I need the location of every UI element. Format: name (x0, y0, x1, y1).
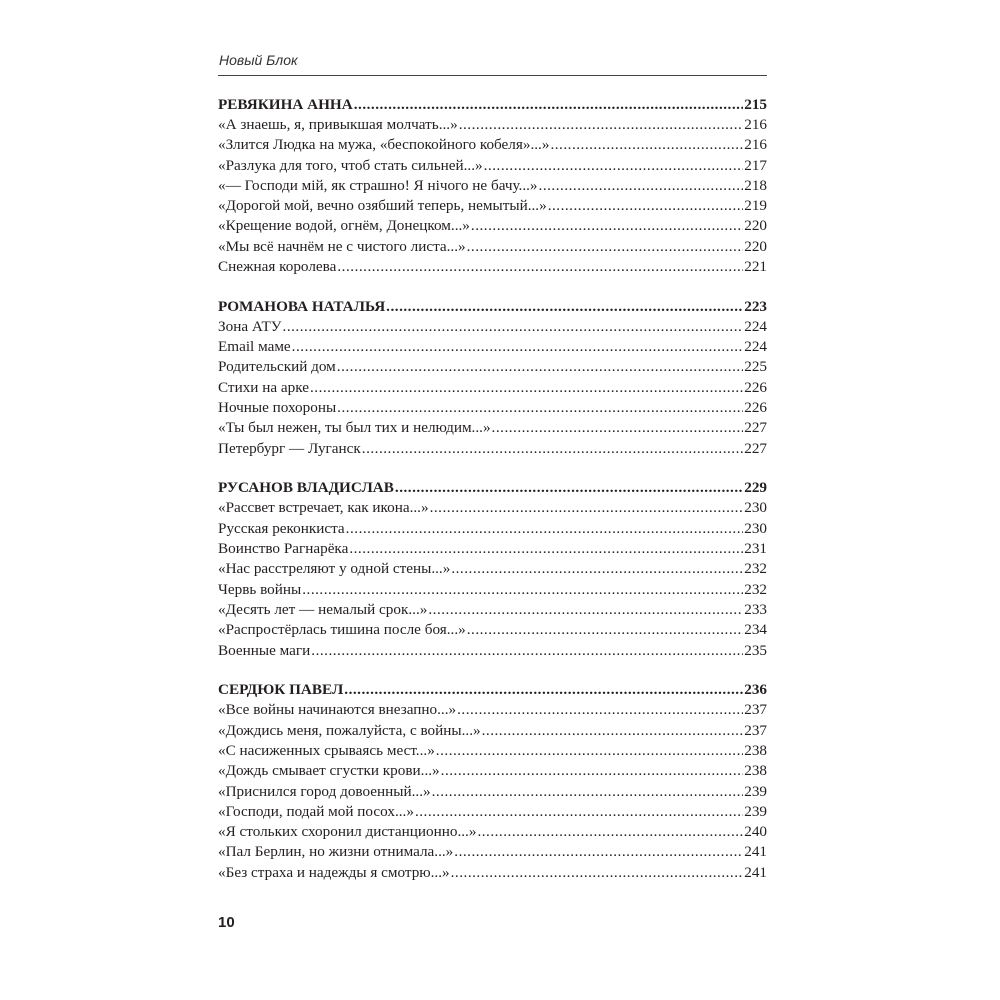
dot-leader (311, 641, 743, 661)
dot-leader (539, 176, 744, 196)
entry-page: 237 (744, 701, 767, 719)
entry-page: 236 (744, 681, 767, 699)
dot-leader (457, 700, 743, 720)
entry-title: «Распростёрлась тишина после боя...» (218, 621, 466, 639)
toc-entry[interactable] (218, 357, 767, 377)
toc-entry[interactable] (218, 115, 767, 135)
toc-entry[interactable] (218, 782, 767, 802)
dot-leader (428, 600, 743, 620)
entry-title: РУСАНОВ ВЛАДИСЛАВ (218, 479, 394, 497)
toc-entry[interactable] (218, 620, 767, 640)
dot-leader (467, 237, 744, 257)
toc-entry[interactable] (218, 257, 767, 277)
entry-title: «Разлука для того, чтоб стать сильней...» (218, 156, 483, 174)
toc-entry[interactable] (218, 559, 767, 579)
entry-page: 223 (744, 297, 767, 315)
entry-page: 225 (744, 358, 767, 376)
toc-entry[interactable] (218, 600, 767, 620)
dot-leader (436, 741, 743, 761)
dot-leader (430, 498, 744, 518)
toc-section (218, 296, 767, 459)
toc-entry[interactable] (218, 802, 767, 822)
entry-title: РОМАНОВА НАТАЛЬЯ (218, 297, 386, 315)
entry-page: 240 (744, 823, 767, 841)
dot-leader (467, 620, 743, 640)
toc-entry[interactable] (218, 822, 767, 842)
entry-page: 232 (744, 560, 767, 578)
entry-title: «Рассвет встречает, как икона...» (218, 499, 429, 517)
toc-entry[interactable] (218, 216, 767, 236)
author-heading[interactable] (218, 477, 767, 498)
toc-entry[interactable] (218, 156, 767, 176)
toc-entry[interactable] (218, 580, 767, 600)
entry-title: «Нас расстреляют у одной стены...» (218, 560, 451, 578)
entry-title: Стихи на арке (218, 378, 309, 396)
toc-entry[interactable] (218, 317, 767, 337)
entry-title: «Без страха и надежды я смотрю...» (218, 863, 450, 881)
entry-title: «А знаешь, я, привыкшая молчать...» (218, 116, 458, 133)
toc-entry[interactable] (218, 842, 767, 862)
entry-title: «— Господи мій, як страшно! Я нічого не бачу...» (218, 176, 538, 194)
dot-leader (354, 94, 744, 115)
page-number: 10 (218, 914, 235, 931)
entry-page: 220 (744, 237, 767, 255)
dot-leader (548, 196, 744, 216)
toc-entry[interactable] (218, 237, 767, 257)
toc-entry[interactable] (218, 378, 767, 398)
entry-page: 221 (744, 258, 767, 276)
dot-leader (292, 337, 744, 357)
entry-page: 215 (744, 96, 767, 113)
toc-entry[interactable] (218, 398, 767, 418)
dot-leader (337, 357, 743, 377)
entry-page: 220 (744, 217, 767, 235)
entry-title: «Дождь смывает сгустки крови...» (218, 762, 440, 780)
entry-page: 239 (744, 802, 767, 820)
entry-title: «Крещение водой, огнём, Донецком...» (218, 217, 470, 235)
entry-page: 219 (744, 197, 767, 215)
toc-section (218, 679, 767, 883)
toc-section (218, 94, 767, 277)
entry-title: «С насиженных срываясь мест...» (218, 741, 435, 759)
toc-entry[interactable] (218, 539, 767, 559)
entry-page: 218 (744, 176, 767, 194)
dot-leader (346, 519, 744, 539)
toc-entry[interactable] (218, 176, 767, 196)
entry-title: Снежная королева (218, 258, 337, 276)
dot-leader (337, 398, 743, 418)
running-head: Новый Блок (219, 52, 298, 68)
entry-page: 229 (744, 479, 767, 497)
author-heading[interactable] (218, 94, 767, 115)
entry-page: 238 (744, 741, 767, 759)
entry-page: 232 (744, 580, 767, 598)
dot-leader (484, 156, 744, 176)
entry-page: 226 (744, 399, 767, 417)
entry-title: Петербург — Луганск (218, 439, 361, 457)
entry-page: 230 (744, 519, 767, 537)
entry-title: «Дорогой мой, вечно озябший теперь, немытый...» (218, 197, 547, 215)
entry-title: Родительский дом (218, 358, 336, 376)
dot-leader (451, 559, 743, 579)
entry-title: РЕВЯКИНА АННА (218, 96, 353, 113)
entry-title: «Я стольких схоронил дистанционно...» (218, 823, 477, 841)
entry-title: «Приснился город довоенный...» (218, 782, 431, 800)
dot-leader (441, 761, 744, 781)
author-heading[interactable] (218, 679, 767, 700)
entry-title: Воинство Рагнарёка (218, 540, 349, 558)
entry-page: 231 (744, 540, 767, 558)
entry-page: 234 (744, 621, 767, 639)
toc-entry[interactable] (218, 196, 767, 216)
entry-page: 226 (744, 378, 767, 396)
dot-leader (302, 580, 743, 600)
dot-leader (492, 418, 744, 438)
dot-leader (482, 721, 744, 741)
toc-entry[interactable] (218, 721, 767, 741)
dot-leader (550, 135, 743, 155)
toc-entry[interactable] (218, 418, 767, 438)
dot-leader (471, 216, 743, 236)
entry-title: «Десять лет — немалый срок...» (218, 600, 428, 618)
entry-page: 238 (744, 762, 767, 780)
entry-page: 239 (744, 782, 767, 800)
author-heading[interactable] (218, 296, 767, 317)
entry-title: Военные маги (218, 641, 311, 659)
toc-entry[interactable] (218, 741, 767, 761)
dot-leader (344, 679, 743, 700)
entry-title: Ночные похороны (218, 399, 337, 417)
entry-title: Червь войны (218, 580, 302, 598)
entry-title: «Дождись меня, пожалуйста, с войны...» (218, 721, 481, 739)
dot-leader (451, 863, 744, 883)
entry-title: Email маме (218, 338, 291, 356)
entry-page: 233 (744, 600, 767, 618)
dot-leader (362, 439, 743, 459)
entry-page: 217 (744, 156, 767, 174)
entry-page: 241 (744, 863, 767, 881)
entry-title: «Мы всё начнём не с чистого листа...» (218, 237, 466, 255)
dot-leader (432, 782, 744, 802)
dot-leader (415, 802, 743, 822)
entry-page: 224 (744, 317, 767, 335)
toc-entry[interactable] (218, 519, 767, 539)
entry-page: 216 (744, 116, 767, 133)
dot-leader (477, 822, 743, 842)
entry-page: 230 (744, 499, 767, 517)
entry-title: «Пал Берлин, но жизни отнимала...» (218, 843, 454, 861)
toc-entry[interactable] (218, 337, 767, 357)
toc-entry[interactable] (218, 863, 767, 883)
header-rule (218, 75, 767, 76)
table-of-contents (218, 94, 767, 902)
entry-title: «Ты был нежен, ты был тих и нелюдим...» (218, 419, 491, 437)
dot-leader (386, 296, 743, 317)
dot-leader (283, 317, 744, 337)
toc-entry[interactable] (218, 641, 767, 661)
toc-entry[interactable] (218, 439, 767, 459)
entry-title: «Все войны начинаются внезапно...» (218, 701, 457, 719)
toc-entry[interactable] (218, 135, 767, 155)
toc-section (218, 477, 767, 660)
entry-page: 216 (744, 136, 767, 154)
dot-leader (349, 539, 743, 559)
entry-title: Русская реконкиста (218, 519, 345, 537)
entry-page: 224 (744, 338, 767, 356)
entry-title: Зона АТУ (218, 317, 282, 335)
entry-page: 235 (744, 641, 767, 659)
entry-page: 227 (744, 419, 767, 437)
dot-leader (459, 115, 744, 135)
entry-title: СЕРДЮК ПАВЕЛ (218, 681, 344, 699)
dot-leader (310, 378, 743, 398)
entry-title: «Злится Людка на мужа, «беспокойного кобеля»...» (218, 136, 550, 154)
dot-leader (337, 257, 743, 277)
dot-leader (454, 842, 743, 862)
entry-page: 241 (744, 843, 767, 861)
entry-page: 237 (744, 721, 767, 739)
toc-entry[interactable] (218, 498, 767, 518)
entry-page: 227 (744, 439, 767, 457)
toc-entry[interactable] (218, 700, 767, 720)
entry-title: «Господи, подай мой посох...» (218, 802, 414, 820)
toc-entry[interactable] (218, 761, 767, 781)
dot-leader (395, 477, 743, 498)
